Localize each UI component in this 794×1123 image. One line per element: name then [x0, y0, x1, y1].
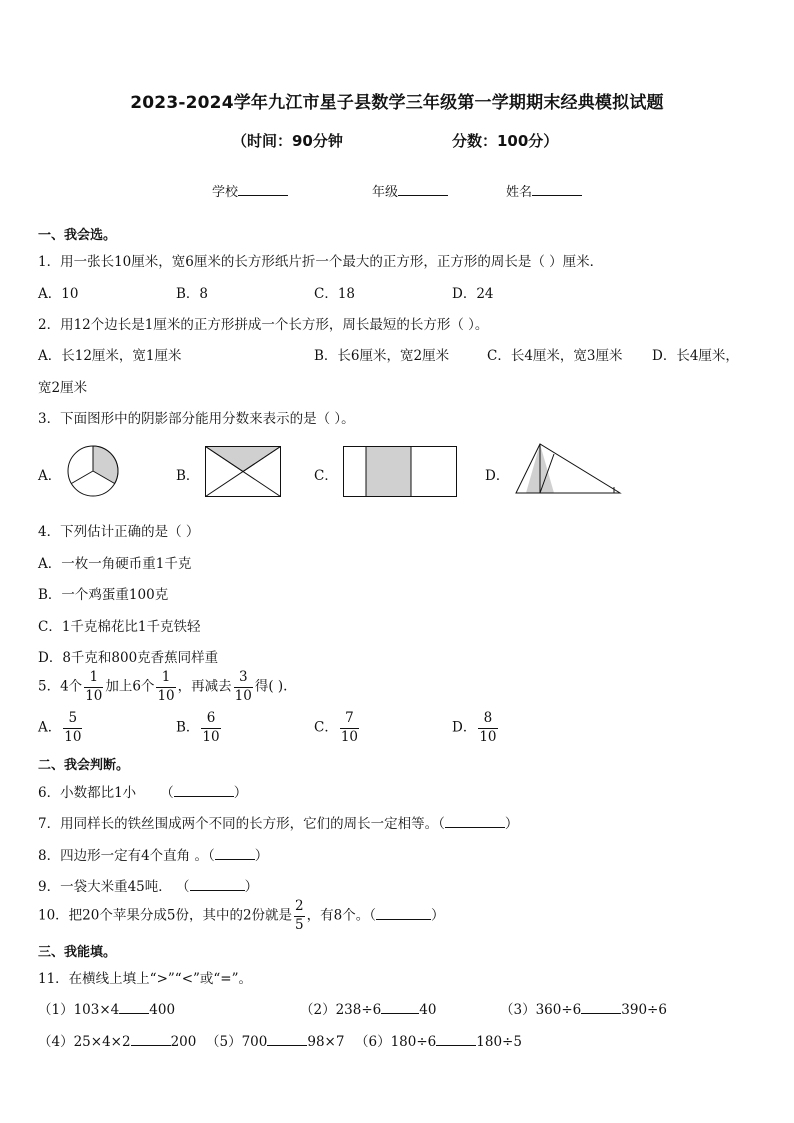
q1-option-a: A．10 — [38, 286, 79, 302]
question-10: 10．把20个苹果分成5份，其中的2份就是 $\frac{2}{5}$ ，有8个。（ ） — [38, 898, 445, 933]
q2-option-d-continued: 宽2厘米 — [38, 380, 88, 396]
exam-time: （时间：90分钟 — [232, 132, 343, 150]
name-field — [506, 181, 582, 200]
q5-text-mid2: ，再减去 — [177, 678, 232, 695]
q11-item-6: （6）180÷6 180÷5 — [355, 1034, 522, 1050]
q5-option-b: B． $\frac{6}{10}$ — [176, 710, 220, 745]
q11-blank-1[interactable] — [119, 1001, 149, 1014]
q11-blank-4[interactable] — [131, 1033, 171, 1046]
q3-label-b: B． — [176, 468, 200, 484]
question-11: 11．在横线上填上“>”“<”或“=”。 — [38, 971, 253, 987]
q5-fraction-2: $\frac{1}{10}$ — [157, 669, 175, 704]
q7-answer-blank[interactable] — [445, 815, 505, 828]
q4-option-a: A．一枚一角硬币重1千克 — [38, 556, 192, 572]
q6-answer-blank[interactable] — [174, 784, 234, 797]
q1-option-c: C．18 — [314, 286, 356, 302]
q11-item-1: （1）103×4 400 — [38, 1002, 176, 1018]
q4-option-c: C．1千克棉花比1千克铁轻 — [38, 619, 201, 635]
page-title: 2023-2024学年九江市星子县数学三年级第一学期期末经典模拟试题 — [130, 93, 664, 113]
name-blank — [532, 183, 582, 196]
question-7: 7．用同样长的铁丝围成两个不同的长方形，它们的周长一定相等。（ ） — [38, 816, 519, 832]
q3-label-d: D． — [485, 468, 510, 484]
q3-label-c: C． — [314, 468, 338, 484]
section-heading-judge: 二、我会判断。 — [38, 758, 130, 773]
q3-figure-d-triangle — [514, 442, 622, 496]
question-4: 4．下列估计正确的是（ ） — [38, 524, 200, 540]
q11-blank-6[interactable] — [436, 1033, 476, 1046]
school-label: 学校 — [212, 185, 239, 200]
q10-fraction: $\frac{2}{5}$ — [295, 898, 304, 933]
question-6: 6．小数都比1小 （ ） — [38, 785, 248, 801]
q11-item-5: （5）700 98×7 — [206, 1034, 345, 1050]
q5-option-c: C． $\frac{7}{10}$ — [314, 710, 359, 745]
question-8: 8．四边形一定有4个直角 。（ ） — [38, 848, 269, 864]
q5-option-a: A． $\frac{5}{10}$ — [38, 710, 82, 745]
q3-figure-c-strip — [343, 446, 457, 497]
q11-blank-2[interactable] — [381, 1001, 419, 1014]
name-label: 姓名 — [506, 185, 533, 200]
q4-option-d: D．8千克和800克香蕉同样重 — [38, 650, 219, 666]
grade-label: 年级 — [372, 185, 399, 200]
q11-item-4: （4）25×4×2 200 — [38, 1034, 197, 1050]
q11-blank-5[interactable] — [267, 1033, 307, 1046]
q5-text-pre: 5．4个 — [38, 678, 83, 695]
section-heading-fill: 三、我能填。 — [38, 945, 117, 960]
q8-answer-blank[interactable] — [215, 847, 255, 860]
q3-figure-a-circle — [66, 445, 120, 497]
q5-fraction-1: $\frac{1}{10}$ — [85, 669, 103, 704]
q10-answer-blank[interactable] — [376, 907, 431, 920]
q5-text-mid1: 加上6个 — [105, 678, 155, 695]
grade-field — [372, 181, 448, 200]
q3-label-a: A． — [38, 468, 62, 484]
question-3: 3．下面图形中的阴影部分能用分数来表示的是（ ）。 — [38, 411, 355, 427]
question-9: 9．一袋大米重45吨． （ ） — [38, 879, 259, 895]
q9-answer-blank[interactable] — [190, 878, 245, 891]
grade-blank — [398, 183, 448, 196]
question-2: 2．用12个边长是1厘米的正方形拼成一个长方形，周长最短的长方形（ ）。 — [38, 317, 489, 333]
question-1: 1．用一张长10厘米，宽6厘米的长方形纸片折一个最大的正方形，正方形的周长是（ ）厘米． — [38, 254, 604, 270]
q2-option-d: D．长4厘米， — [652, 348, 739, 364]
school-field — [212, 181, 288, 200]
question-5 — [38, 671, 287, 703]
exam-score: 分数：100分） — [452, 132, 559, 150]
q11-item-2: （2）238÷6 40 — [300, 1002, 437, 1018]
q11-item-3: （3）360÷6 390÷6 — [500, 1002, 667, 1018]
q1-option-d: D．24 — [452, 286, 494, 302]
q4-option-b: B．一个鸡蛋重100克 — [38, 587, 169, 603]
section-heading-choose: 一、我会选。 — [38, 228, 117, 243]
q3-figure-b-rectangle — [205, 446, 281, 497]
q11-blank-3[interactable] — [581, 1001, 621, 1014]
q5-fraction-3: $\frac{3}{10}$ — [234, 669, 252, 704]
q5-option-d: D． $\frac{8}{10}$ — [452, 710, 497, 745]
q2-option-c: C．长4厘米，宽3厘米 — [487, 348, 623, 364]
q5-text-post: 得( ). — [254, 678, 288, 695]
q1-option-b: B．8 — [176, 286, 209, 302]
q2-option-b: B．长6厘米，宽2厘米 — [314, 348, 450, 364]
school-blank — [238, 183, 288, 196]
q2-option-a: A．长12厘米，宽1厘米 — [38, 348, 182, 364]
